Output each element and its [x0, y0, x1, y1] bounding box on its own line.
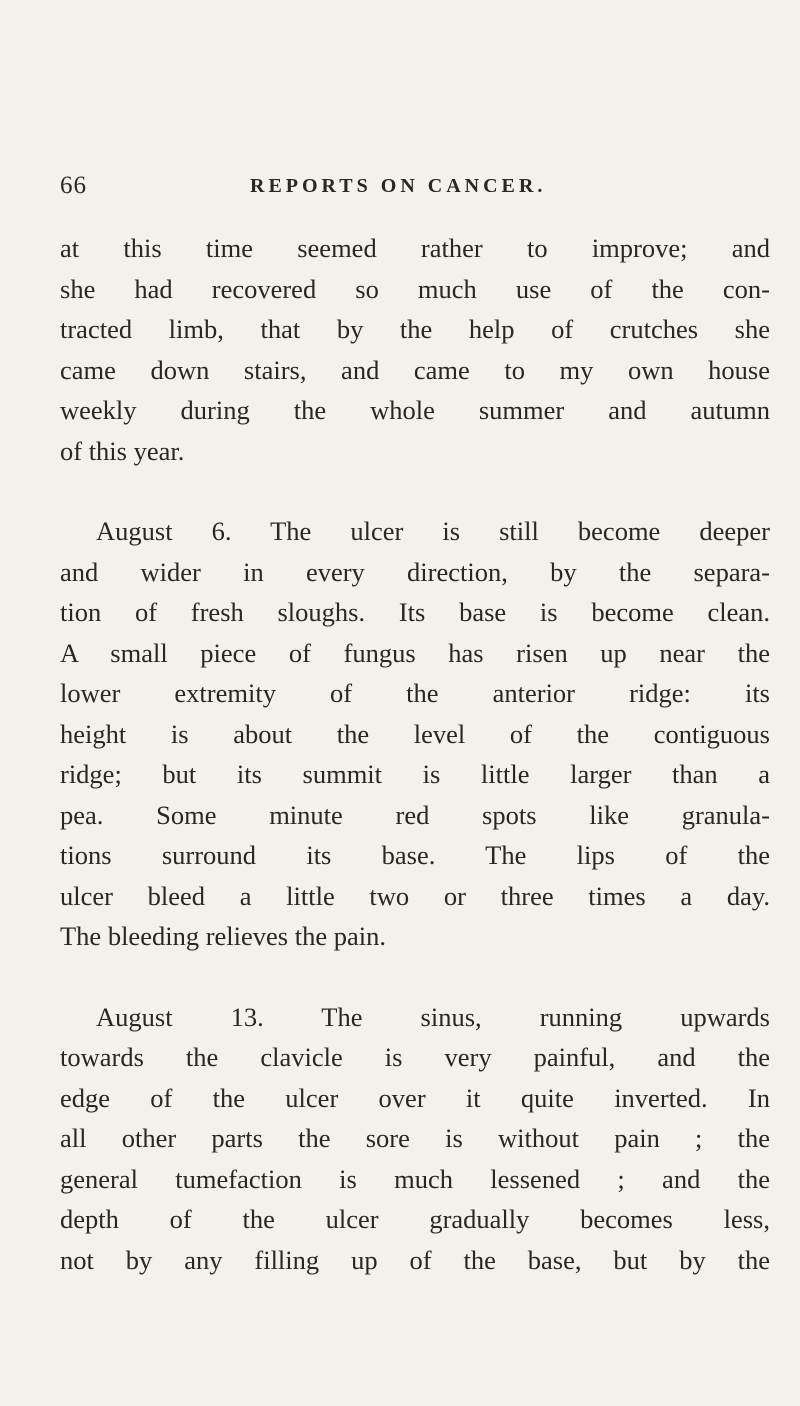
text-line: August 13. The sinus, running upwards	[96, 1001, 770, 1032]
text-line: not by any filling up of the base, but by the	[60, 1244, 770, 1275]
text-line: all other parts the sore is without pain ; the	[60, 1123, 770, 1153]
text-line: ulcer bleed a little two or three times a day.	[60, 880, 770, 911]
body-text	[60, 228, 770, 1280]
text-line: lower extremity of the anterior ridge: its	[60, 678, 770, 708]
text-line: at this time seemed rather to improve; and	[60, 233, 770, 263]
paragraph	[60, 228, 770, 471]
text-line: tracted limb, that by the help of crutches she	[60, 314, 770, 344]
text-line: weekly during the whole summer and autumn	[60, 395, 770, 425]
text-line: of this year.	[60, 435, 185, 466]
running-head: REPORTS ON CANCER.	[250, 175, 547, 197]
text-line: came down stairs, and came to my own house	[60, 354, 770, 385]
text-line: tions surround its base. The lips of the	[60, 840, 770, 870]
text-line: edge of the ulcer over it quite inverted. In	[60, 1082, 770, 1113]
text-line: height is about the level of the contiguous	[60, 718, 770, 749]
paragraph	[60, 997, 770, 1281]
page-header	[60, 172, 760, 212]
paragraph-gap	[60, 957, 770, 997]
text-line: ridge; but its summit is little larger than a	[60, 759, 770, 789]
page-number: 66	[60, 172, 87, 199]
text-line: she had recovered so much use of the con-	[60, 273, 770, 304]
text-line: and wider in every direction, by the separa-	[60, 556, 770, 587]
text-line: pea. Some minute red spots like granula-	[60, 799, 770, 830]
text-line: general tumefaction is much lessened ; and the	[60, 1163, 770, 1194]
text-line: towards the clavicle is very painful, and the	[60, 1042, 770, 1072]
text-line: The bleeding relieves the pain.	[60, 921, 386, 951]
text-line: tion of fresh sloughs. Its base is become clean.	[60, 597, 770, 627]
paragraph-gap	[60, 471, 770, 511]
text-line: depth of the ulcer gradually becomes less,	[60, 1204, 770, 1234]
paragraph	[60, 511, 770, 957]
text-line: A small piece of fungus has risen up near the	[60, 637, 770, 668]
text-line: August 6. The ulcer is still become deeper	[96, 516, 770, 546]
